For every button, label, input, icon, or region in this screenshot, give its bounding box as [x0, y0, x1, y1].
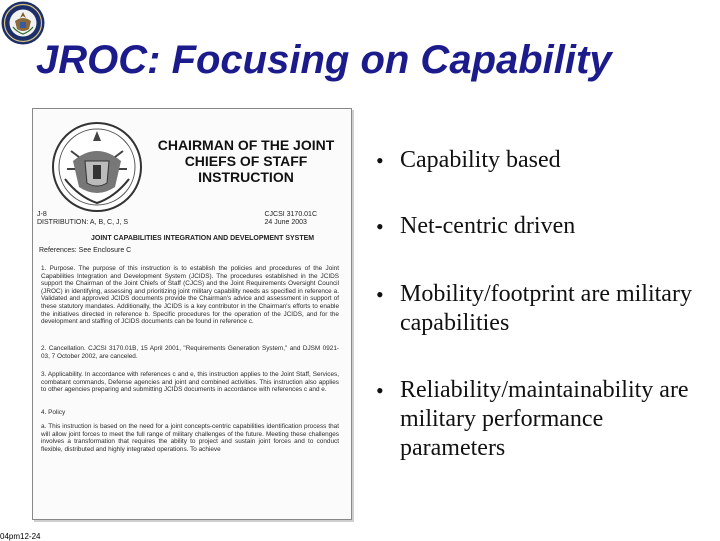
bullet-item	[376, 212, 710, 241]
document-heading	[151, 137, 341, 185]
document-date: 24 June 2003	[264, 219, 307, 226]
instruction-document-image	[32, 108, 352, 520]
bullet-text: Net-centric driven	[400, 213, 576, 239]
document-references: References: See Enclosure C	[39, 247, 132, 254]
document-heading-line: CHAIRMAN OF THE JOINT	[157, 137, 335, 153]
joint-chiefs-crest-icon	[51, 121, 143, 213]
document-distribution: DISTRIBUTION: A, B, C, J, S	[37, 219, 129, 226]
bullet-symbol: •	[376, 378, 384, 403]
document-meta-right	[264, 211, 317, 227]
bullet-symbol: •	[376, 282, 384, 307]
document-subject: JOINT CAPABILITIES INTEGRATION AND DEVELOPMENT SYSTEM	[91, 235, 315, 242]
bullet-item	[376, 146, 710, 175]
bullet-text: Mobility/footprint are military capabilities	[400, 281, 692, 336]
bullet-symbol: •	[376, 214, 384, 239]
document-paragraph: 1. Purpose. The purpose of this instruction is to establish the policies and procedures of the Joint Capabilities Integration and Development System (JCIDS). The procedures established in the JCIDS support the Chairman of the Joint Chiefs of Staff (CJCS) and the Joint Requirements Oversight Council (JROC) in identifying, assessing and prioritizing joint military capability needs as specified in reference a. Validated and approved JCIDS documents provide the Chairman's advice and assessment in support of these statutory mandates. Additionally, the JCIDS is a key contributor in the Chairman's efforts to enable the initiatives directed in reference b. Specific procedures for the operation of the JCIDS, and for the development and staffing of JCIDS documents can be found in reference c.	[41, 265, 339, 326]
bullet-symbol: •	[376, 148, 384, 173]
document-meta-left	[37, 211, 128, 227]
document-heading-line: CHIEFS OF STAFF	[184, 153, 308, 169]
document-office: J-8	[37, 211, 47, 218]
slide-title: JROC: Focusing on Capability	[36, 38, 612, 82]
document-paragraph: 4. Policy	[41, 409, 66, 416]
document-paragraph: 3. Applicability. In accordance with references c and e, this instruction applies to the Joint Staff, Services, combatant commands, Defense agencies and joint and combined activities. This instruction also applies to other agencies preparing and submitting JCIDS documents in accordance with references c and e.	[41, 371, 339, 394]
slide-id: 04pm12-24	[0, 532, 41, 541]
document-paragraph: 2. Cancellation. CJCSI 3170.01B, 15 April 2001, "Requirements Generation System," and DJSM 0921-03, 7 October 2002, are canceled.	[41, 345, 339, 360]
document-number: CJCSI 3170.01C	[264, 211, 317, 218]
bullet-item	[376, 376, 710, 463]
document-paragraph: a. This instruction is based on the need for a joint concepts-centric capabilities identification process that will allow joint forces to meet the full range of military challenges of the future. Meeting these challenges involves a transformation that requires the ability to project and sustain joint forces and to conduct flexible, distributed and highly integrated operations. To achieve	[41, 423, 339, 453]
bullet-item	[376, 280, 710, 338]
document-heading-line: INSTRUCTION	[198, 169, 294, 185]
bullet-text: Reliability/maintainability are military performance parameters	[400, 377, 689, 461]
bullet-text: Capability based	[400, 147, 561, 173]
